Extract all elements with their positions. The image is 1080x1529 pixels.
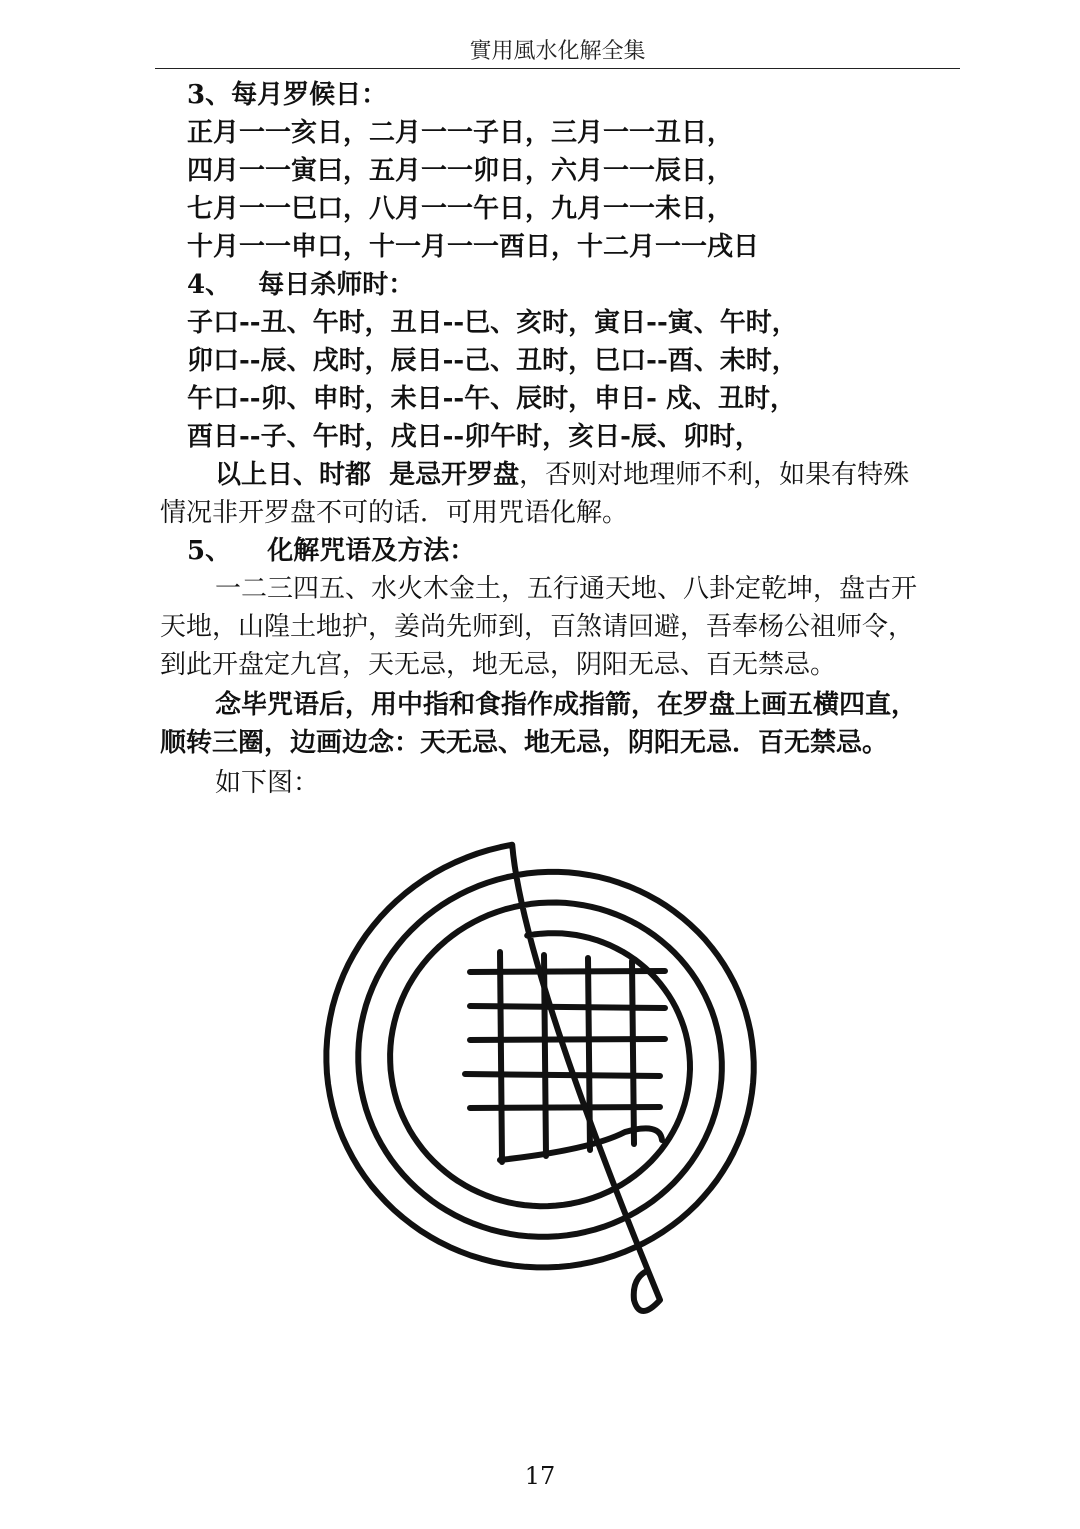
running-header: 實用風水化解全集 [469,39,646,64]
compass-spiral-diagram [300,820,800,1340]
figure-caption: 如下图： [215,768,320,798]
section-4-title: 4、 每日杀师时： [187,270,415,300]
grid-vertical-stroke [632,961,634,1144]
mantra-line: 到此开盘定九宫，天无忌，地无忌，阴阳无忌、百无禁忌。 [160,650,837,680]
note-paragraph [215,458,909,492]
section-4-line: 酉日--子、午时，戌日--卯午时，亥日-辰、卯时， [187,422,761,452]
section-4-line: 子口--丑、午时，丑日--巳、亥时，寅日--寅、午时， [187,308,798,338]
grid-vertical-stroke [500,952,502,1162]
section-3-line: 正月一一亥日，二月一一子日，三月一一丑日， [187,118,734,148]
note-paragraph-line-2: 情况非开罗盘不可的话．可用咒语化解。 [160,498,629,528]
mantra-line: 天地，山隍土地护，姜尚先师到，百煞请回避，吾奉杨公祖师令， [160,612,915,642]
mantra-line: 一二三四五、水火木金土，五行通天地、八卦定乾坤，盘古开 [215,574,918,604]
header-divider [155,68,960,69]
grid-hook-stroke [500,1128,662,1160]
section-3-line: 四月一一寅曰，五月一一卯日，六月一一辰日， [187,156,734,186]
spiral-stroke [326,845,753,1311]
section-5-title: 5、 化解咒语及方法： [187,536,476,566]
page-number: 17 [524,1462,556,1490]
section-4-line: 卯口--辰、戌时，辰日--己、丑时，巳口--酉、未时， [187,346,798,376]
section-3-line: 七月一一巳口，八月一一午日，九月一一未日， [187,194,734,224]
note-text: ，否则对地理师不利，如果有特殊 [519,460,910,490]
section-4-line: 午口--卯、申时，未日--午、辰时，申日- 戍、丑时， [187,384,797,414]
method-line: 顺转三圈，边画边念：天无忌、地无忌，阴阳无忌．百无禁忌。 [160,728,889,758]
method-line: 念毕咒语后，用中指和食指作成指箭，在罗盘上画五横四直， [215,690,918,720]
section-3-line: 十月一一申口，十一月一一酉日，十二月一一戌日 [187,232,760,262]
note-emphasis: 以上日、时都 是忌开罗盘 [215,460,520,490]
section-3-title: 3、每月罗候日： [187,80,388,110]
